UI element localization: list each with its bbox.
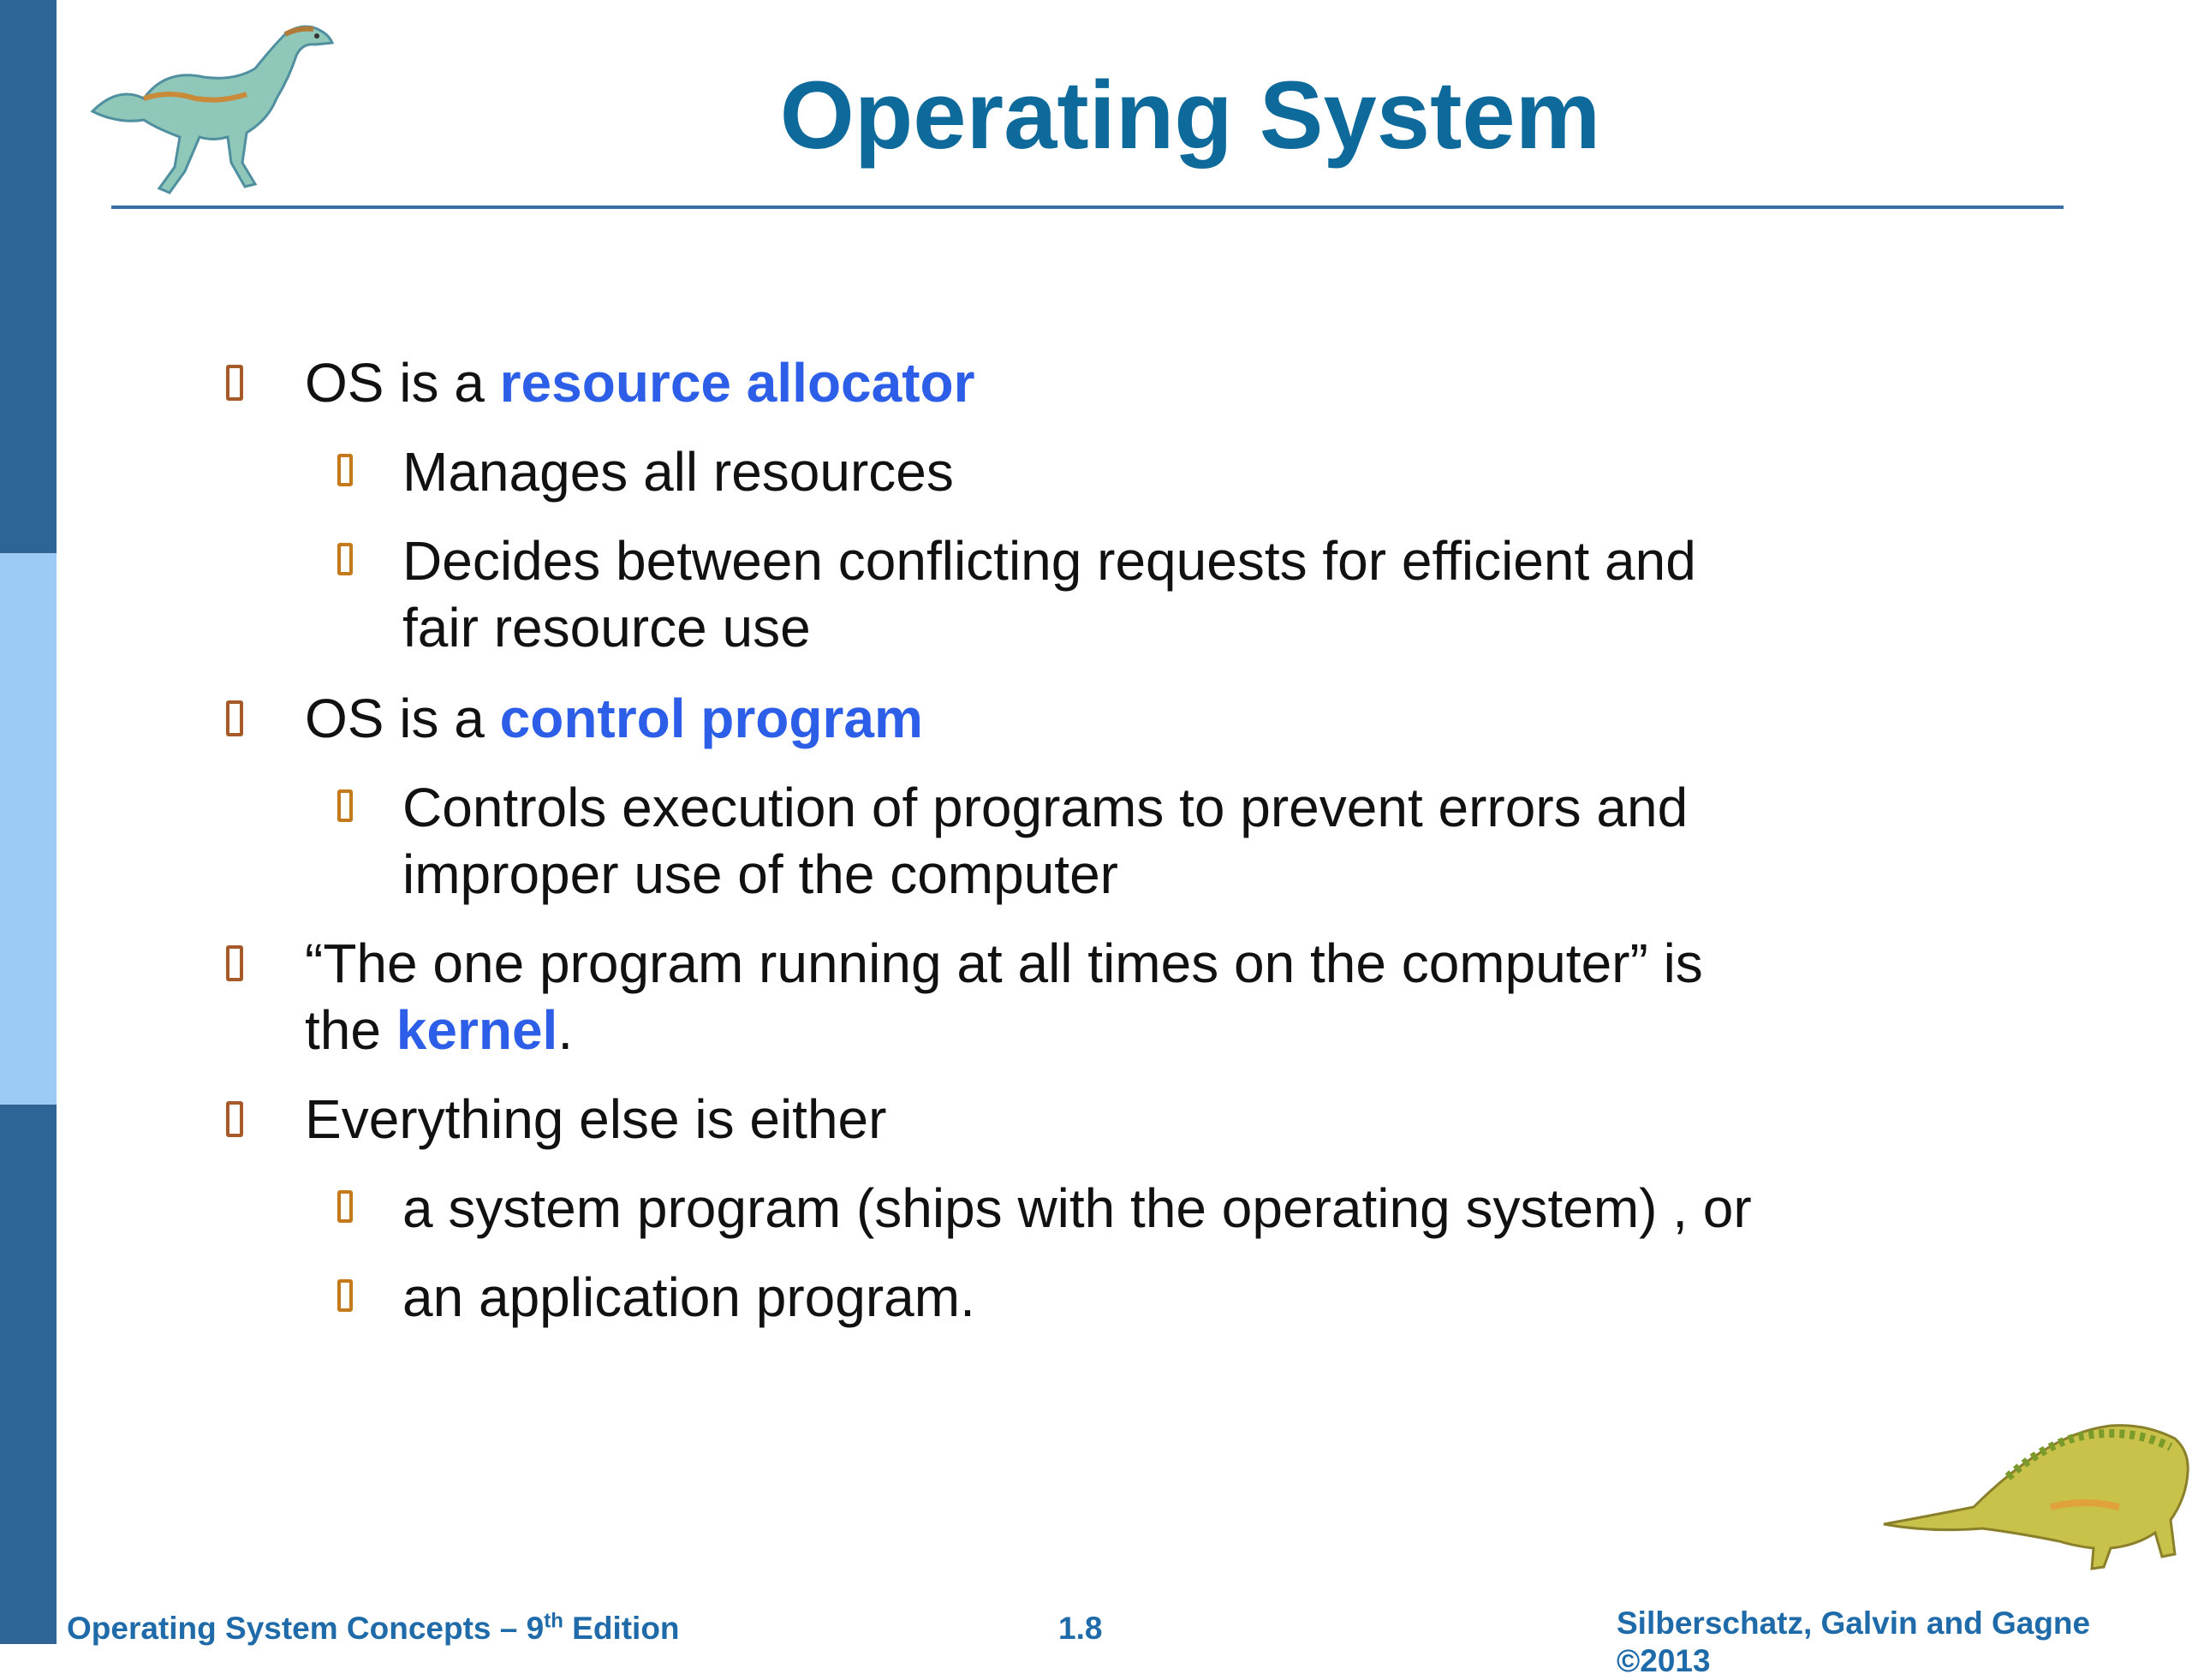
bullet-box-icon — [337, 454, 353, 486]
bullet-box-icon — [337, 543, 353, 575]
bullet-box-icon — [226, 945, 243, 981]
bullet-box-icon — [226, 1101, 243, 1137]
bullet-item: OS is a resource allocator — [305, 349, 975, 416]
bullet-item: OS is a control program — [305, 685, 923, 752]
highlight-term: resource allocator — [499, 352, 975, 414]
sub-bullet-item: an application program. — [402, 1264, 975, 1331]
bullet-box-icon — [337, 789, 353, 822]
footer-authors: Silberschatz, Galvin and Gagne ©2013 — [1617, 1606, 2091, 1678]
sub-bullet-item: Decides between conflicting requests for efficient and fair resource use — [402, 527, 1696, 661]
bullet-item: “The one program running at all times on the computer” is the kernel. — [305, 930, 1703, 1063]
sub-bullet-item: a system program (ships with the operating system) , or — [402, 1175, 1752, 1242]
dinosaur-bottom-icon — [1879, 1404, 2192, 1597]
bullet-box-icon — [337, 1279, 353, 1312]
bullet-box-icon — [337, 1190, 353, 1223]
highlight-term: kernel — [396, 999, 558, 1061]
sub-bullet-item: Manages all resources — [402, 438, 954, 505]
footer-page-number: 1.8 — [1058, 1611, 1103, 1646]
highlight-term: control program — [499, 688, 923, 749]
bullet-box-icon — [226, 700, 243, 736]
slide-title: Operating System — [779, 62, 1601, 169]
sub-bullet-item: Controls execution of programs to prevent errors and improper use of the computer — [402, 774, 1688, 908]
bullet-box-icon — [226, 365, 243, 401]
bullet-item: Everything else is either — [305, 1086, 886, 1153]
footer-book-title: Operating System Concepts – 9th Edition — [67, 1609, 680, 1646]
